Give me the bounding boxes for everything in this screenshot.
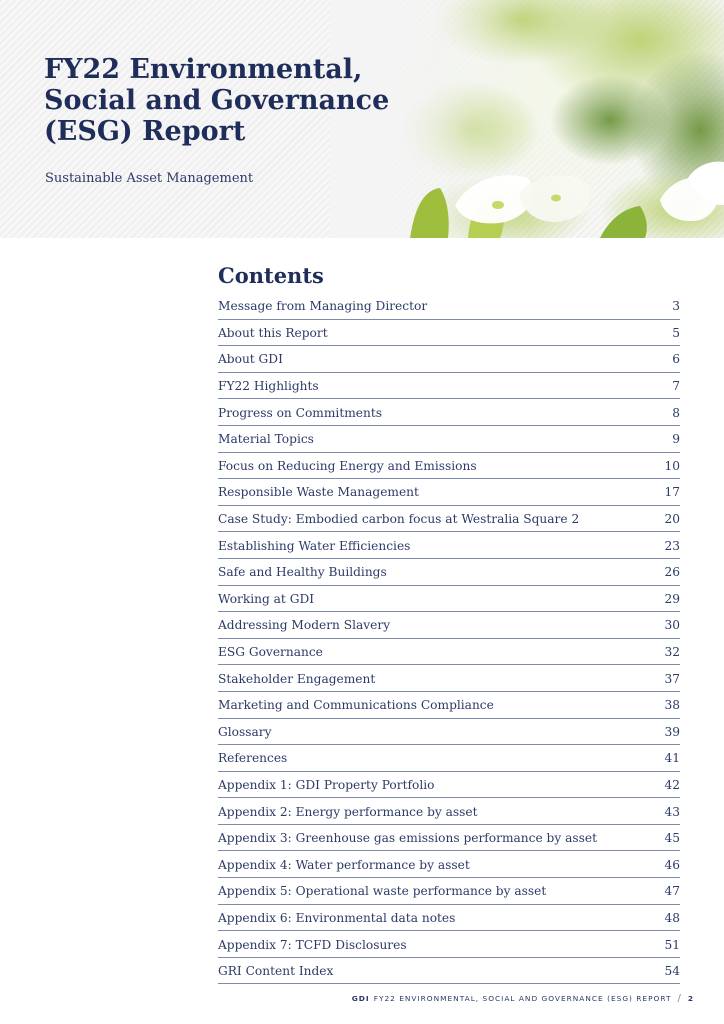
toc-entry-label: Appendix 2: Energy performance by asset <box>218 804 478 819</box>
toc-entry[interactable] <box>218 294 680 320</box>
header-banner <box>0 0 724 238</box>
toc-entry[interactable] <box>218 852 680 878</box>
toc-entry-page: 9 <box>672 432 680 447</box>
toc-entry-page: 54 <box>664 964 680 979</box>
footer-brand: GDI <box>351 994 370 1003</box>
toc-entry-page: 42 <box>664 777 680 792</box>
toc-entry-label: Stakeholder Engagement <box>218 671 376 686</box>
report-title: FY22 Environmental, Social and Governance (ESG) Report <box>44 54 390 147</box>
toc-entry-label: Appendix 3: Greenhouse gas emissions performance by asset <box>218 831 597 846</box>
toc-entry-label: Appendix 5: Operational waste performance by asset <box>218 884 547 899</box>
toc-entry-label: Focus on Reducing Energy and Emissions <box>218 458 477 473</box>
toc-entry[interactable] <box>218 347 680 373</box>
toc-entry-page: 29 <box>664 591 680 606</box>
toc-entry-page: 17 <box>664 485 680 500</box>
toc-entry[interactable] <box>218 560 680 586</box>
footer-report-name: FY22 ENVIRONMENTAL, SOCIAL AND GOVERNANCE (ESG) REPORT <box>373 994 672 1003</box>
toc-entry[interactable] <box>218 932 680 958</box>
toc-entry-page: 38 <box>664 698 680 713</box>
toc-entry-label: Glossary <box>218 724 272 739</box>
toc-entry-label: About GDI <box>218 352 283 367</box>
toc-entry[interactable] <box>218 693 680 719</box>
toc-entry-page: 47 <box>664 884 680 899</box>
toc-entry[interactable] <box>218 400 680 426</box>
toc-entry-page: 41 <box>664 751 680 766</box>
toc-entry-page: 45 <box>664 831 680 846</box>
toc-entry-page: 46 <box>664 857 680 872</box>
toc-entry-label: Case Study: Embodied carbon focus at Westralia Square 2 <box>218 512 580 527</box>
footer-page-number: 2 <box>687 994 694 1003</box>
toc-entry-label: ESG Governance <box>218 645 323 660</box>
toc-entry[interactable] <box>218 640 680 666</box>
table-of-contents <box>218 294 680 985</box>
toc-entry-label: Progress on Commitments <box>218 405 382 420</box>
toc-entry-label: About this Report <box>218 325 328 340</box>
toc-entry-page: 39 <box>664 724 680 739</box>
toc-entry[interactable] <box>218 799 680 825</box>
toc-entry-page: 8 <box>672 405 680 420</box>
toc-entry[interactable] <box>218 533 680 559</box>
toc-entry-label: Safe and Healthy Buildings <box>218 565 387 580</box>
toc-entry[interactable] <box>218 826 680 852</box>
toc-entry-page: 3 <box>672 299 680 314</box>
toc-entry[interactable] <box>218 773 680 799</box>
toc-entry-label: Addressing Modern Slavery <box>218 618 391 633</box>
toc-entry-label: References <box>218 751 288 766</box>
toc-entry-page: 32 <box>664 645 680 660</box>
toc-entry-page: 43 <box>664 804 680 819</box>
toc-entry[interactable] <box>218 480 680 506</box>
footer-separator: / <box>677 993 682 1004</box>
toc-entry[interactable] <box>218 666 680 692</box>
toc-entry[interactable] <box>218 720 680 746</box>
toc-entry-label: Material Topics <box>218 432 314 447</box>
toc-entry-page: 26 <box>664 565 680 580</box>
toc-entry-label: Establishing Water Efficiencies <box>218 538 411 553</box>
toc-entry-page: 6 <box>672 352 680 367</box>
toc-entry-page: 30 <box>664 618 680 633</box>
toc-entry-label: Appendix 4: Water performance by asset <box>218 857 470 872</box>
toc-entry-label: Appendix 1: GDI Property Portfolio <box>218 777 435 792</box>
toc-entry-page: 51 <box>664 937 680 952</box>
toc-entry[interactable] <box>218 321 680 347</box>
toc-entry[interactable] <box>218 427 680 453</box>
toc-entry-label: Marketing and Communications Compliance <box>218 698 494 713</box>
toc-entry[interactable] <box>218 507 680 533</box>
toc-entry[interactable] <box>218 454 680 480</box>
toc-entry-page: 7 <box>672 379 680 394</box>
toc-entry-page: 5 <box>672 325 680 340</box>
toc-entry-page: 10 <box>664 458 680 473</box>
toc-entry-page: 48 <box>664 910 680 925</box>
toc-entry-label: Working at GDI <box>218 591 315 606</box>
toc-entry[interactable] <box>218 613 680 639</box>
toc-entry-label: FY22 Highlights <box>218 379 319 394</box>
toc-entry[interactable] <box>218 879 680 905</box>
toc-entry[interactable] <box>218 959 680 985</box>
toc-entry[interactable] <box>218 906 680 932</box>
toc-entry-page: 20 <box>664 512 680 527</box>
toc-entry-label: Responsible Waste Management <box>218 485 419 500</box>
report-subtitle: Sustainable Asset Management <box>45 171 254 186</box>
toc-entry-label: Appendix 6: Environmental data notes <box>218 910 456 925</box>
toc-entry[interactable] <box>218 746 680 772</box>
contents-heading: Contents <box>218 263 324 288</box>
toc-entry-label: Message from Managing Director <box>218 299 428 314</box>
page-footer <box>352 993 694 1004</box>
toc-entry-page: 23 <box>664 538 680 553</box>
toc-entry-label: GRI Content Index <box>218 964 334 979</box>
toc-entry[interactable] <box>218 587 680 613</box>
toc-entry-page: 37 <box>664 671 680 686</box>
toc-entry[interactable] <box>218 374 680 400</box>
toc-entry-label: Appendix 7: TCFD Disclosures <box>218 937 407 952</box>
